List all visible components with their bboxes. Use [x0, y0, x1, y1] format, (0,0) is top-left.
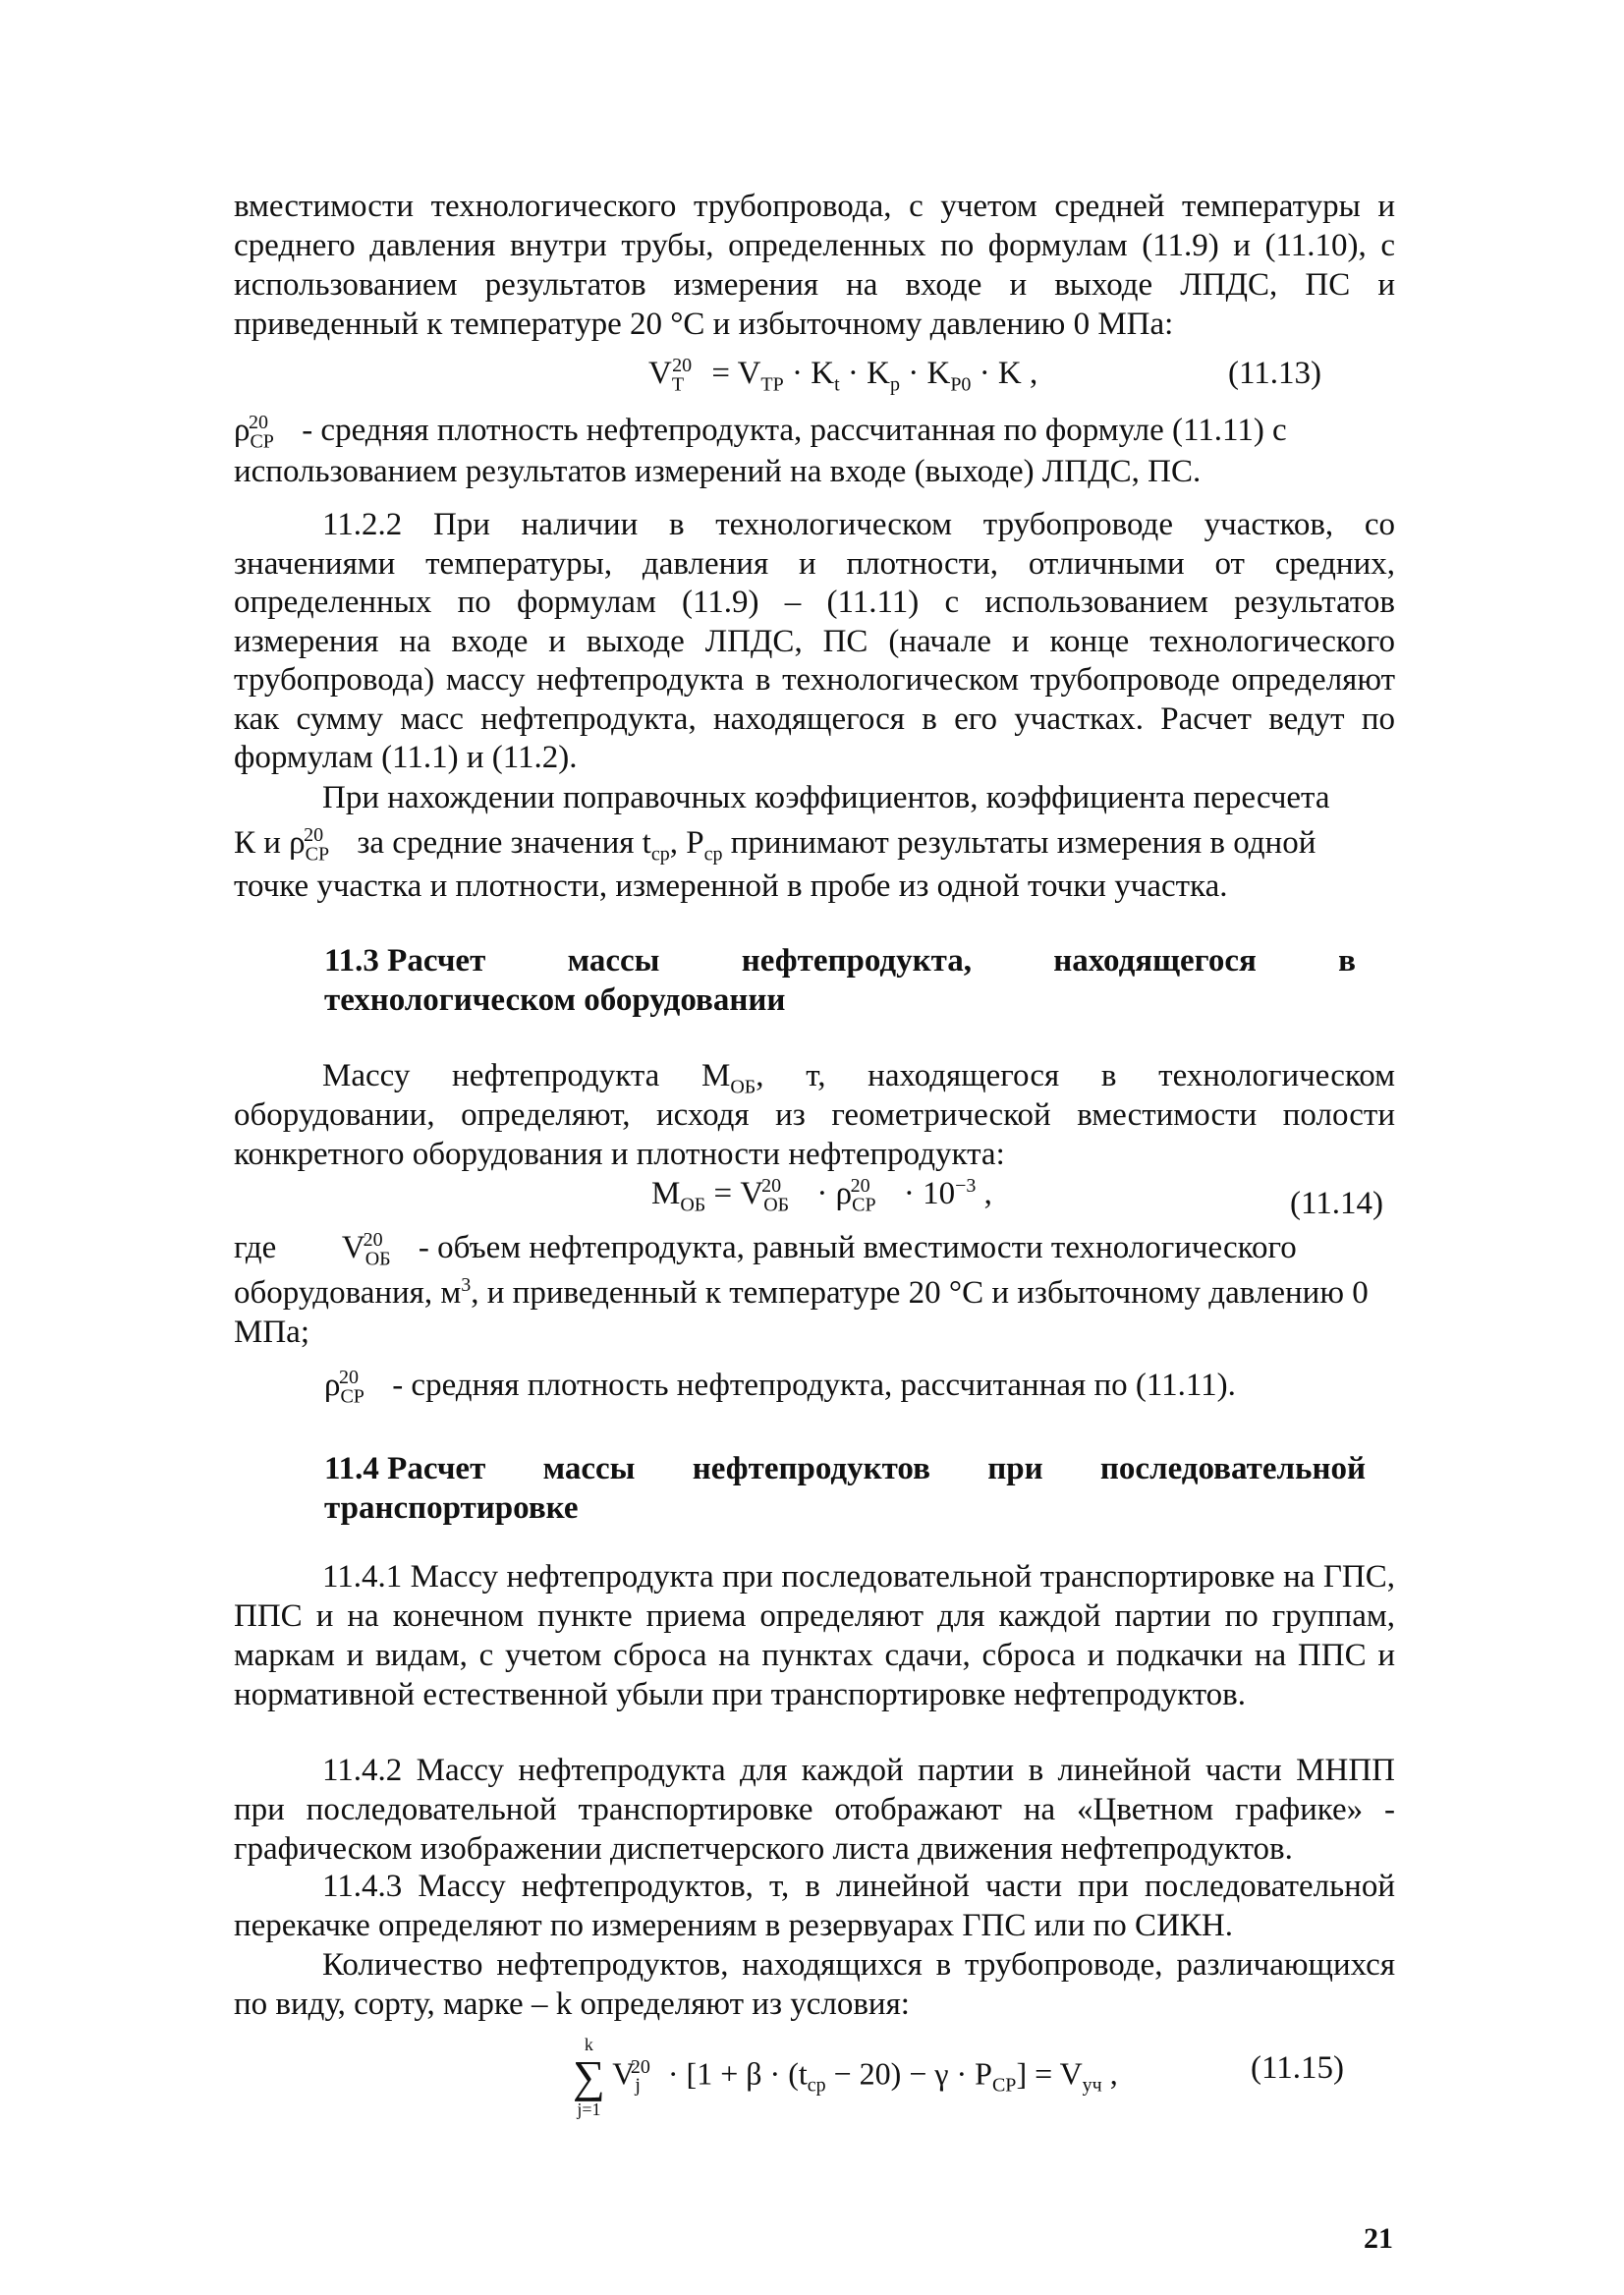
- paragraph-11-4-2: 11.4.2 Массу нефтепродукта для каждой партии в линейной части МНПП при последовательной транспортировке отображают на «Цветном графике» - графическом изображении диспетчерского листа движения нефтепродуктов.: [234, 1753, 1395, 1867]
- paragraph-coefficients: При нахождении поправочных коэффициентов, коэффициента пересчета К и $\rho_{CP}^{20}$ за средние значения $t_{ср}$, $P_{ср}$ принимают результаты измерения в одной точке участка и плотности, измеренной в пробе из одной точки участка.: [234, 780, 1330, 904]
- paragraph-quantity: Количество нефтепродуктов, находящихся в трубопроводе, различающихся по виду, сорту, марке – k определяют из условия:: [234, 1947, 1395, 2022]
- formula-11-13: $V_T^{20} = V_{TP} \cdot K_t \cdot K_p \cdot K_{P0} \cdot K$ ,: [648, 355, 1038, 396]
- formula-11-15-number: (11.15): [1251, 2050, 1345, 2086]
- heading-11-4: 11.4 Расчет массы нефтепродуктов при последовательной транспортировке: [324, 1451, 1366, 1526]
- rho-definition: $\rho_{CP}^{20}$ - средняя плотность нефтепродукта, рассчитанная по формуле (11.11) с: [234, 412, 1287, 453]
- heading-11-3: 11.3 Расчет массы нефтепродукта, находящегося в технологическом оборудовании: [324, 943, 1356, 1018]
- rho-symbol: $\rho_{CP}^{20}$: [234, 412, 274, 453]
- v-ob-symbol: $V_{ОБ}^{20}$: [341, 1229, 391, 1270]
- paragraph-11-4-1: 11.4.1 Массу нефтепродукта при последовательной транспортировке на ГПС, ППС и на конечном пункте приема определяют для каждой партии по группам, маркам и видам, с учетом сброса на пунктах сдачи, сброса и подкачки на ППС и нормативной естественной убыли при транспортировке нефтепродуктов.: [234, 1559, 1395, 1712]
- formula-11-14-number: (11.14): [1290, 1186, 1384, 1221]
- paragraph-11-4-3: 11.4.3 Массу нефтепродуктов, т, в линейной части при последовательной перекачке определяют по измерениям в резервуарах ГПС или по СИКН.: [234, 1869, 1395, 1943]
- where-block: где $V_{ОБ}^{20}$ - объем нефтепродукта, равный вместимости технологического оборудования, $м^3$, и приведенный к температуре 20 °С и избыточному давлению 0 МПа; $\rho_{CP}^{20}$ - средняя плотность нефтепродукта, рассчитанная по (11.11).: [234, 1229, 1369, 1408]
- formula-11-14: $M_{ОБ} = V_{ОБ}^{20} \cdot \rho_{CP}^{20} \cdot 10^{-3}$ ,: [651, 1175, 992, 1216]
- paragraph-11-3: Массу нефтепродукта $М_{ОБ}$, т, находящегося в технологическом оборудовании, определяют, исходя из геометрической вместимости полости конкретного оборудования и плотности нефтепродукта:: [234, 1058, 1396, 1172]
- rho-symbol-where: $\rho_{CP}^{20}$: [324, 1367, 364, 1408]
- intro-paragraph: вместимости технологического трубопровода, с учетом средней температуры и среднего давления внутри трубы, определенных по формулам (11.9) и (11.10), с использованием результатов измерения на входе и выходе ЛПДС, ПС и приведенный к температуре 20 °С и избыточному давлению 0 МПа:: [234, 189, 1395, 342]
- paragraph-11-2-2: 11.2.2 При наличии в технологическом трубопроводе участков, со значениями температуры, давления и плотности, отличными от средних, определенных по формулам (11.9) – (11.11) с использованием результатов измерения на входе и выходе ЛПДС, ПС (начале и конце технологического трубопровода) массу нефтепродукта в технологическом трубопроводе определяют как сумму масс нефтепродукта, находящегося в его участках. Расчет ведут по формулам (11.1) и (11.2).: [234, 507, 1395, 775]
- page-number: 21: [1364, 2222, 1393, 2255]
- formula-11-13-number: (11.13): [1228, 356, 1322, 391]
- rho-definition-line2: использованием результатов измерений на входе (выходе) ЛПДС, ПС.: [234, 454, 1202, 489]
- formula-11-15: k ∑ j=1 $V_j^{20} \cdot [1 + \beta \cdot (t_{cp} - 20) - \gamma \cdot P_{CP}] = V_{уч}$ ,: [573, 2035, 1118, 2119]
- rho-symbol-inline: $\rho_{CP}^{20}$: [289, 824, 330, 866]
